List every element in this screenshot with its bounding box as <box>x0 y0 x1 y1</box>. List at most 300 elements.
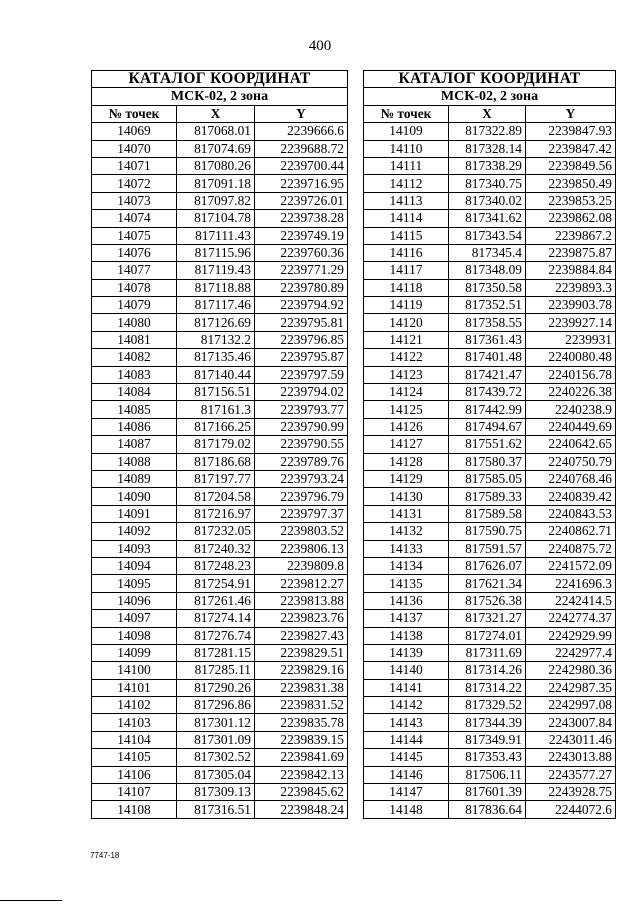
point-number-cell: 14076 <box>92 244 177 261</box>
column-header-y: Y <box>526 105 616 122</box>
point-number-cell: 14126 <box>364 418 449 435</box>
table-row <box>92 523 348 540</box>
point-number-cell: 14140 <box>364 662 449 679</box>
x-coordinate-cell: 817305.04 <box>177 766 255 783</box>
table-row <box>92 610 348 627</box>
x-coordinate-cell: 817301.09 <box>177 731 255 748</box>
table-row <box>364 801 616 818</box>
x-coordinate-cell: 817349.91 <box>449 731 526 748</box>
x-coordinate-cell: 817338.29 <box>449 157 526 174</box>
table-row <box>364 523 616 540</box>
point-number-cell: 14095 <box>92 575 177 592</box>
point-number-cell: 14073 <box>92 192 177 209</box>
y-coordinate-cell: 2239829.16 <box>255 662 348 679</box>
point-number-cell: 14090 <box>92 488 177 505</box>
table-row <box>364 644 616 661</box>
point-number-cell: 14096 <box>92 592 177 609</box>
point-number-cell: 14122 <box>364 349 449 366</box>
column-header-x: X <box>449 105 526 122</box>
table-row <box>364 679 616 696</box>
table-row <box>92 349 348 366</box>
coordinate-catalog-table-right <box>363 70 616 819</box>
x-coordinate-cell: 817439.72 <box>449 384 526 401</box>
table-row <box>364 697 616 714</box>
table-row <box>92 384 348 401</box>
x-coordinate-cell: 817166.25 <box>177 418 255 435</box>
point-number-cell: 14141 <box>364 679 449 696</box>
x-coordinate-cell: 817068.01 <box>177 123 255 140</box>
y-coordinate-cell: 2240642.65 <box>526 436 616 453</box>
table-row <box>92 575 348 592</box>
point-number-cell: 14074 <box>92 210 177 227</box>
y-coordinate-cell: 2239827.43 <box>255 627 348 644</box>
y-coordinate-cell: 2242980.36 <box>526 662 616 679</box>
x-coordinate-cell: 817240.32 <box>177 540 255 557</box>
x-coordinate-cell: 817290.26 <box>177 679 255 696</box>
y-coordinate-cell: 2241572.09 <box>526 557 616 574</box>
x-coordinate-cell: 817353.43 <box>449 749 526 766</box>
y-coordinate-cell: 2239829.51 <box>255 644 348 661</box>
table-row <box>92 592 348 609</box>
table-row <box>364 297 616 314</box>
table-row <box>92 540 348 557</box>
x-coordinate-cell: 817216.97 <box>177 505 255 522</box>
y-coordinate-cell: 2239796.79 <box>255 488 348 505</box>
y-coordinate-cell: 2242774.37 <box>526 610 616 627</box>
x-coordinate-cell: 817345.4 <box>449 244 526 261</box>
point-number-cell: 14088 <box>92 453 177 470</box>
table-row <box>364 384 616 401</box>
point-number-cell: 14117 <box>364 262 449 279</box>
table-subtitle: МСК-02, 2 зона <box>364 88 616 105</box>
y-coordinate-cell: 2244072.6 <box>526 801 616 818</box>
point-number-cell: 14087 <box>92 436 177 453</box>
table-row <box>92 644 348 661</box>
y-coordinate-cell: 2239812.27 <box>255 575 348 592</box>
y-coordinate-cell: 2239809.8 <box>255 557 348 574</box>
table-row <box>92 557 348 574</box>
y-coordinate-cell: 2240862.71 <box>526 523 616 540</box>
table-row <box>364 262 616 279</box>
x-coordinate-cell: 817621.34 <box>449 575 526 592</box>
point-number-cell: 14098 <box>92 627 177 644</box>
point-number-cell: 14108 <box>92 801 177 818</box>
point-number-cell: 14146 <box>364 766 449 783</box>
point-number-cell: 14089 <box>92 470 177 487</box>
table-row <box>364 749 616 766</box>
y-coordinate-cell: 2240238.9 <box>526 401 616 418</box>
y-coordinate-cell: 2239845.62 <box>255 784 348 801</box>
x-coordinate-cell: 817261.46 <box>177 592 255 609</box>
y-coordinate-cell: 2242929.99 <box>526 627 616 644</box>
table-row <box>92 192 348 209</box>
point-number-cell: 14084 <box>92 384 177 401</box>
x-coordinate-cell: 817281.15 <box>177 644 255 661</box>
y-coordinate-cell: 2239867.2 <box>526 227 616 244</box>
x-coordinate-cell: 817186.68 <box>177 453 255 470</box>
y-coordinate-cell: 2239796.85 <box>255 331 348 348</box>
table-row <box>92 418 348 435</box>
y-coordinate-cell: 2243011.46 <box>526 731 616 748</box>
x-coordinate-cell: 817197.77 <box>177 470 255 487</box>
y-coordinate-cell: 2240875.72 <box>526 540 616 557</box>
point-number-cell: 14105 <box>92 749 177 766</box>
point-number-cell: 14104 <box>92 731 177 748</box>
table-title: КАТАЛОГ КООРДИНАТ <box>92 71 348 88</box>
point-number-cell: 14138 <box>364 627 449 644</box>
table-row <box>364 366 616 383</box>
x-coordinate-cell: 817358.55 <box>449 314 526 331</box>
point-number-cell: 14148 <box>364 801 449 818</box>
x-coordinate-cell: 817104.78 <box>177 210 255 227</box>
table-row <box>364 714 616 731</box>
table-row <box>92 366 348 383</box>
point-number-cell: 14145 <box>364 749 449 766</box>
x-coordinate-cell: 817309.13 <box>177 784 255 801</box>
table-row <box>364 349 616 366</box>
table-row <box>92 401 348 418</box>
table-row <box>364 488 616 505</box>
y-coordinate-cell: 2239862.08 <box>526 210 616 227</box>
table-row <box>364 140 616 157</box>
x-coordinate-cell: 817329.52 <box>449 697 526 714</box>
x-coordinate-cell: 817421.47 <box>449 366 526 383</box>
point-number-cell: 14113 <box>364 192 449 209</box>
y-coordinate-cell: 2239716.95 <box>255 175 348 192</box>
point-number-cell: 14125 <box>364 401 449 418</box>
table-row <box>92 157 348 174</box>
x-coordinate-cell: 817179.02 <box>177 436 255 453</box>
y-coordinate-cell: 2239795.87 <box>255 349 348 366</box>
x-coordinate-cell: 817626.07 <box>449 557 526 574</box>
y-coordinate-cell: 2239884.84 <box>526 262 616 279</box>
table-row <box>364 123 616 140</box>
x-coordinate-cell: 817274.14 <box>177 610 255 627</box>
table-row <box>364 766 616 783</box>
y-coordinate-cell: 2239835.78 <box>255 714 348 731</box>
y-coordinate-cell: 2239726.01 <box>255 192 348 209</box>
x-coordinate-cell: 817322.89 <box>449 123 526 140</box>
point-number-cell: 14124 <box>364 384 449 401</box>
x-coordinate-cell: 817118.88 <box>177 279 255 296</box>
table-title: КАТАЛОГ КООРДИНАТ <box>364 71 616 88</box>
table-row <box>92 210 348 227</box>
coordinate-catalog-table-left <box>91 70 348 819</box>
point-number-cell: 14092 <box>92 523 177 540</box>
point-number-cell: 14100 <box>92 662 177 679</box>
point-number-cell: 14086 <box>92 418 177 435</box>
table-row <box>92 697 348 714</box>
y-coordinate-cell: 2240750.79 <box>526 453 616 470</box>
point-number-cell: 14101 <box>92 679 177 696</box>
point-number-cell: 14097 <box>92 610 177 627</box>
point-number-cell: 14131 <box>364 505 449 522</box>
table-row <box>92 123 348 140</box>
table-row <box>364 540 616 557</box>
point-number-cell: 14144 <box>364 731 449 748</box>
document-footer-code: 7747-18 <box>90 851 120 860</box>
point-number-cell: 14121 <box>364 331 449 348</box>
y-coordinate-cell: 2243013.88 <box>526 749 616 766</box>
table-row <box>92 436 348 453</box>
x-coordinate-cell: 817117.46 <box>177 297 255 314</box>
x-coordinate-cell: 817285.11 <box>177 662 255 679</box>
x-coordinate-cell: 817340.02 <box>449 192 526 209</box>
table-row <box>92 331 348 348</box>
y-coordinate-cell: 2242997.08 <box>526 697 616 714</box>
x-coordinate-cell: 817526.38 <box>449 592 526 609</box>
x-coordinate-cell: 817126.69 <box>177 314 255 331</box>
y-coordinate-cell: 2239806.13 <box>255 540 348 557</box>
point-number-cell: 14114 <box>364 210 449 227</box>
table-row <box>364 453 616 470</box>
y-coordinate-cell: 2239780.89 <box>255 279 348 296</box>
y-coordinate-cell: 2239771.29 <box>255 262 348 279</box>
point-number-cell: 14081 <box>92 331 177 348</box>
table-row <box>92 662 348 679</box>
point-number-cell: 14070 <box>92 140 177 157</box>
table-row <box>92 749 348 766</box>
y-coordinate-cell: 2239849.56 <box>526 157 616 174</box>
x-coordinate-cell: 817601.39 <box>449 784 526 801</box>
table-row <box>92 470 348 487</box>
x-coordinate-cell: 817361.43 <box>449 331 526 348</box>
table-row <box>92 453 348 470</box>
x-coordinate-cell: 817115.96 <box>177 244 255 261</box>
point-number-cell: 14091 <box>92 505 177 522</box>
point-number-cell: 14142 <box>364 697 449 714</box>
y-coordinate-cell: 2239795.81 <box>255 314 348 331</box>
x-coordinate-cell: 817352.51 <box>449 297 526 314</box>
column-header-point-number: № точек <box>92 105 177 122</box>
y-coordinate-cell: 2239790.99 <box>255 418 348 435</box>
table-row <box>92 679 348 696</box>
x-coordinate-cell: 817232.05 <box>177 523 255 540</box>
point-number-cell: 14069 <box>92 123 177 140</box>
x-coordinate-cell: 817302.52 <box>177 749 255 766</box>
point-number-cell: 14099 <box>92 644 177 661</box>
y-coordinate-cell: 2239853.25 <box>526 192 616 209</box>
table-row <box>92 627 348 644</box>
point-number-cell: 14135 <box>364 575 449 592</box>
y-coordinate-cell: 2239813.88 <box>255 592 348 609</box>
point-number-cell: 14110 <box>364 140 449 157</box>
point-number-cell: 14123 <box>364 366 449 383</box>
table-row <box>364 436 616 453</box>
table-row <box>364 610 616 627</box>
x-coordinate-cell: 817343.54 <box>449 227 526 244</box>
point-number-cell: 14102 <box>92 697 177 714</box>
table-row <box>364 731 616 748</box>
x-coordinate-cell: 817296.86 <box>177 697 255 714</box>
table-row <box>364 244 616 261</box>
table-row <box>364 784 616 801</box>
point-number-cell: 14083 <box>92 366 177 383</box>
point-number-cell: 14093 <box>92 540 177 557</box>
y-coordinate-cell: 2239666.6 <box>255 123 348 140</box>
y-coordinate-cell: 2239749.19 <box>255 227 348 244</box>
y-coordinate-cell: 2239793.77 <box>255 401 348 418</box>
y-coordinate-cell: 2240449.69 <box>526 418 616 435</box>
point-number-cell: 14085 <box>92 401 177 418</box>
x-coordinate-cell: 817590.75 <box>449 523 526 540</box>
y-coordinate-cell: 2239790.55 <box>255 436 348 453</box>
x-coordinate-cell: 817311.69 <box>449 644 526 661</box>
x-coordinate-cell: 817350.58 <box>449 279 526 296</box>
x-coordinate-cell: 817344.39 <box>449 714 526 731</box>
x-coordinate-cell: 817314.26 <box>449 662 526 679</box>
y-coordinate-cell: 2239700.44 <box>255 157 348 174</box>
column-header-x: X <box>177 105 255 122</box>
column-header-y: Y <box>255 105 348 122</box>
x-coordinate-cell: 817591.57 <box>449 540 526 557</box>
y-coordinate-cell: 2240839.42 <box>526 488 616 505</box>
table-row <box>364 279 616 296</box>
table-row <box>92 784 348 801</box>
x-coordinate-cell: 817156.51 <box>177 384 255 401</box>
y-coordinate-cell: 2239797.59 <box>255 366 348 383</box>
table-row <box>92 140 348 157</box>
point-number-cell: 14109 <box>364 123 449 140</box>
y-coordinate-cell: 2239823.76 <box>255 610 348 627</box>
x-coordinate-cell: 817254.91 <box>177 575 255 592</box>
x-coordinate-cell: 817111.43 <box>177 227 255 244</box>
point-number-cell: 14112 <box>364 175 449 192</box>
table-row <box>92 244 348 261</box>
y-coordinate-cell: 2239841.69 <box>255 749 348 766</box>
y-coordinate-cell: 2241696.3 <box>526 575 616 592</box>
table-row <box>364 331 616 348</box>
x-coordinate-cell: 817135.46 <box>177 349 255 366</box>
point-number-cell: 14115 <box>364 227 449 244</box>
y-coordinate-cell: 2239794.92 <box>255 297 348 314</box>
table-row <box>364 557 616 574</box>
x-coordinate-cell: 817321.27 <box>449 610 526 627</box>
table-row <box>92 227 348 244</box>
x-coordinate-cell: 817301.12 <box>177 714 255 731</box>
x-coordinate-cell: 817161.3 <box>177 401 255 418</box>
table-row <box>364 175 616 192</box>
point-number-cell: 14071 <box>92 157 177 174</box>
point-number-cell: 14107 <box>92 784 177 801</box>
point-number-cell: 14136 <box>364 592 449 609</box>
y-coordinate-cell: 2239688.72 <box>255 140 348 157</box>
point-number-cell: 14134 <box>364 557 449 574</box>
point-number-cell: 14130 <box>364 488 449 505</box>
table-row <box>364 627 616 644</box>
point-number-cell: 14132 <box>364 523 449 540</box>
x-coordinate-cell: 817204.58 <box>177 488 255 505</box>
y-coordinate-cell: 2239875.87 <box>526 244 616 261</box>
y-coordinate-cell: 2242414.5 <box>526 592 616 609</box>
table-row <box>92 279 348 296</box>
y-coordinate-cell: 2239760.36 <box>255 244 348 261</box>
y-coordinate-cell: 2240080.48 <box>526 349 616 366</box>
x-coordinate-cell: 817074.69 <box>177 140 255 157</box>
y-coordinate-cell: 2239839.15 <box>255 731 348 748</box>
point-number-cell: 14106 <box>92 766 177 783</box>
point-number-cell: 14147 <box>364 784 449 801</box>
table-row <box>92 488 348 505</box>
table-row <box>92 505 348 522</box>
table-row <box>364 157 616 174</box>
y-coordinate-cell: 2240768.46 <box>526 470 616 487</box>
table-row <box>92 766 348 783</box>
page-number: 400 <box>308 38 332 54</box>
table-row <box>364 401 616 418</box>
point-number-cell: 14111 <box>364 157 449 174</box>
y-coordinate-cell: 2243007.84 <box>526 714 616 731</box>
y-coordinate-cell: 2239842.13 <box>255 766 348 783</box>
point-number-cell: 14082 <box>92 349 177 366</box>
table-row <box>364 192 616 209</box>
x-coordinate-cell: 817274.01 <box>449 627 526 644</box>
x-coordinate-cell: 817442.99 <box>449 401 526 418</box>
y-coordinate-cell: 2239893.3 <box>526 279 616 296</box>
x-coordinate-cell: 817580.37 <box>449 453 526 470</box>
point-number-cell: 14103 <box>92 714 177 731</box>
x-coordinate-cell: 817328.14 <box>449 140 526 157</box>
y-coordinate-cell: 2240156.78 <box>526 366 616 383</box>
table-row <box>92 731 348 748</box>
y-coordinate-cell: 2239789.76 <box>255 453 348 470</box>
point-number-cell: 14133 <box>364 540 449 557</box>
point-number-cell: 14080 <box>92 314 177 331</box>
table-row <box>364 314 616 331</box>
point-number-cell: 14128 <box>364 453 449 470</box>
x-coordinate-cell: 817506.11 <box>449 766 526 783</box>
table-row <box>92 714 348 731</box>
x-coordinate-cell: 817314.22 <box>449 679 526 696</box>
table-row <box>92 801 348 818</box>
point-number-cell: 14075 <box>92 227 177 244</box>
point-number-cell: 14139 <box>364 644 449 661</box>
column-header-point-number: № точек <box>364 105 449 122</box>
y-coordinate-cell: 2240843.53 <box>526 505 616 522</box>
y-coordinate-cell: 2240226.38 <box>526 384 616 401</box>
table-row <box>364 210 616 227</box>
y-coordinate-cell: 2239738.28 <box>255 210 348 227</box>
point-number-cell: 14116 <box>364 244 449 261</box>
y-coordinate-cell: 2239927.14 <box>526 314 616 331</box>
table-row <box>92 175 348 192</box>
y-coordinate-cell: 2242977.4 <box>526 644 616 661</box>
point-number-cell: 14129 <box>364 470 449 487</box>
point-number-cell: 14143 <box>364 714 449 731</box>
x-coordinate-cell: 817341.62 <box>449 210 526 227</box>
x-coordinate-cell: 817091.18 <box>177 175 255 192</box>
x-coordinate-cell: 817248.23 <box>177 557 255 574</box>
y-coordinate-cell: 2242987.35 <box>526 679 616 696</box>
x-coordinate-cell: 817494.67 <box>449 418 526 435</box>
point-number-cell: 14127 <box>364 436 449 453</box>
point-number-cell: 14118 <box>364 279 449 296</box>
table-row <box>364 505 616 522</box>
table-subtitle: МСК-02, 2 зона <box>92 88 348 105</box>
point-number-cell: 14079 <box>92 297 177 314</box>
point-number-cell: 14078 <box>92 279 177 296</box>
x-coordinate-cell: 817589.33 <box>449 488 526 505</box>
x-coordinate-cell: 817140.44 <box>177 366 255 383</box>
table-row <box>92 314 348 331</box>
y-coordinate-cell: 2243577.27 <box>526 766 616 783</box>
y-coordinate-cell: 2239848.24 <box>255 801 348 818</box>
x-coordinate-cell: 817589.58 <box>449 505 526 522</box>
table-row <box>364 575 616 592</box>
point-number-cell: 14120 <box>364 314 449 331</box>
y-coordinate-cell: 2239803.52 <box>255 523 348 540</box>
y-coordinate-cell: 2239847.93 <box>526 123 616 140</box>
